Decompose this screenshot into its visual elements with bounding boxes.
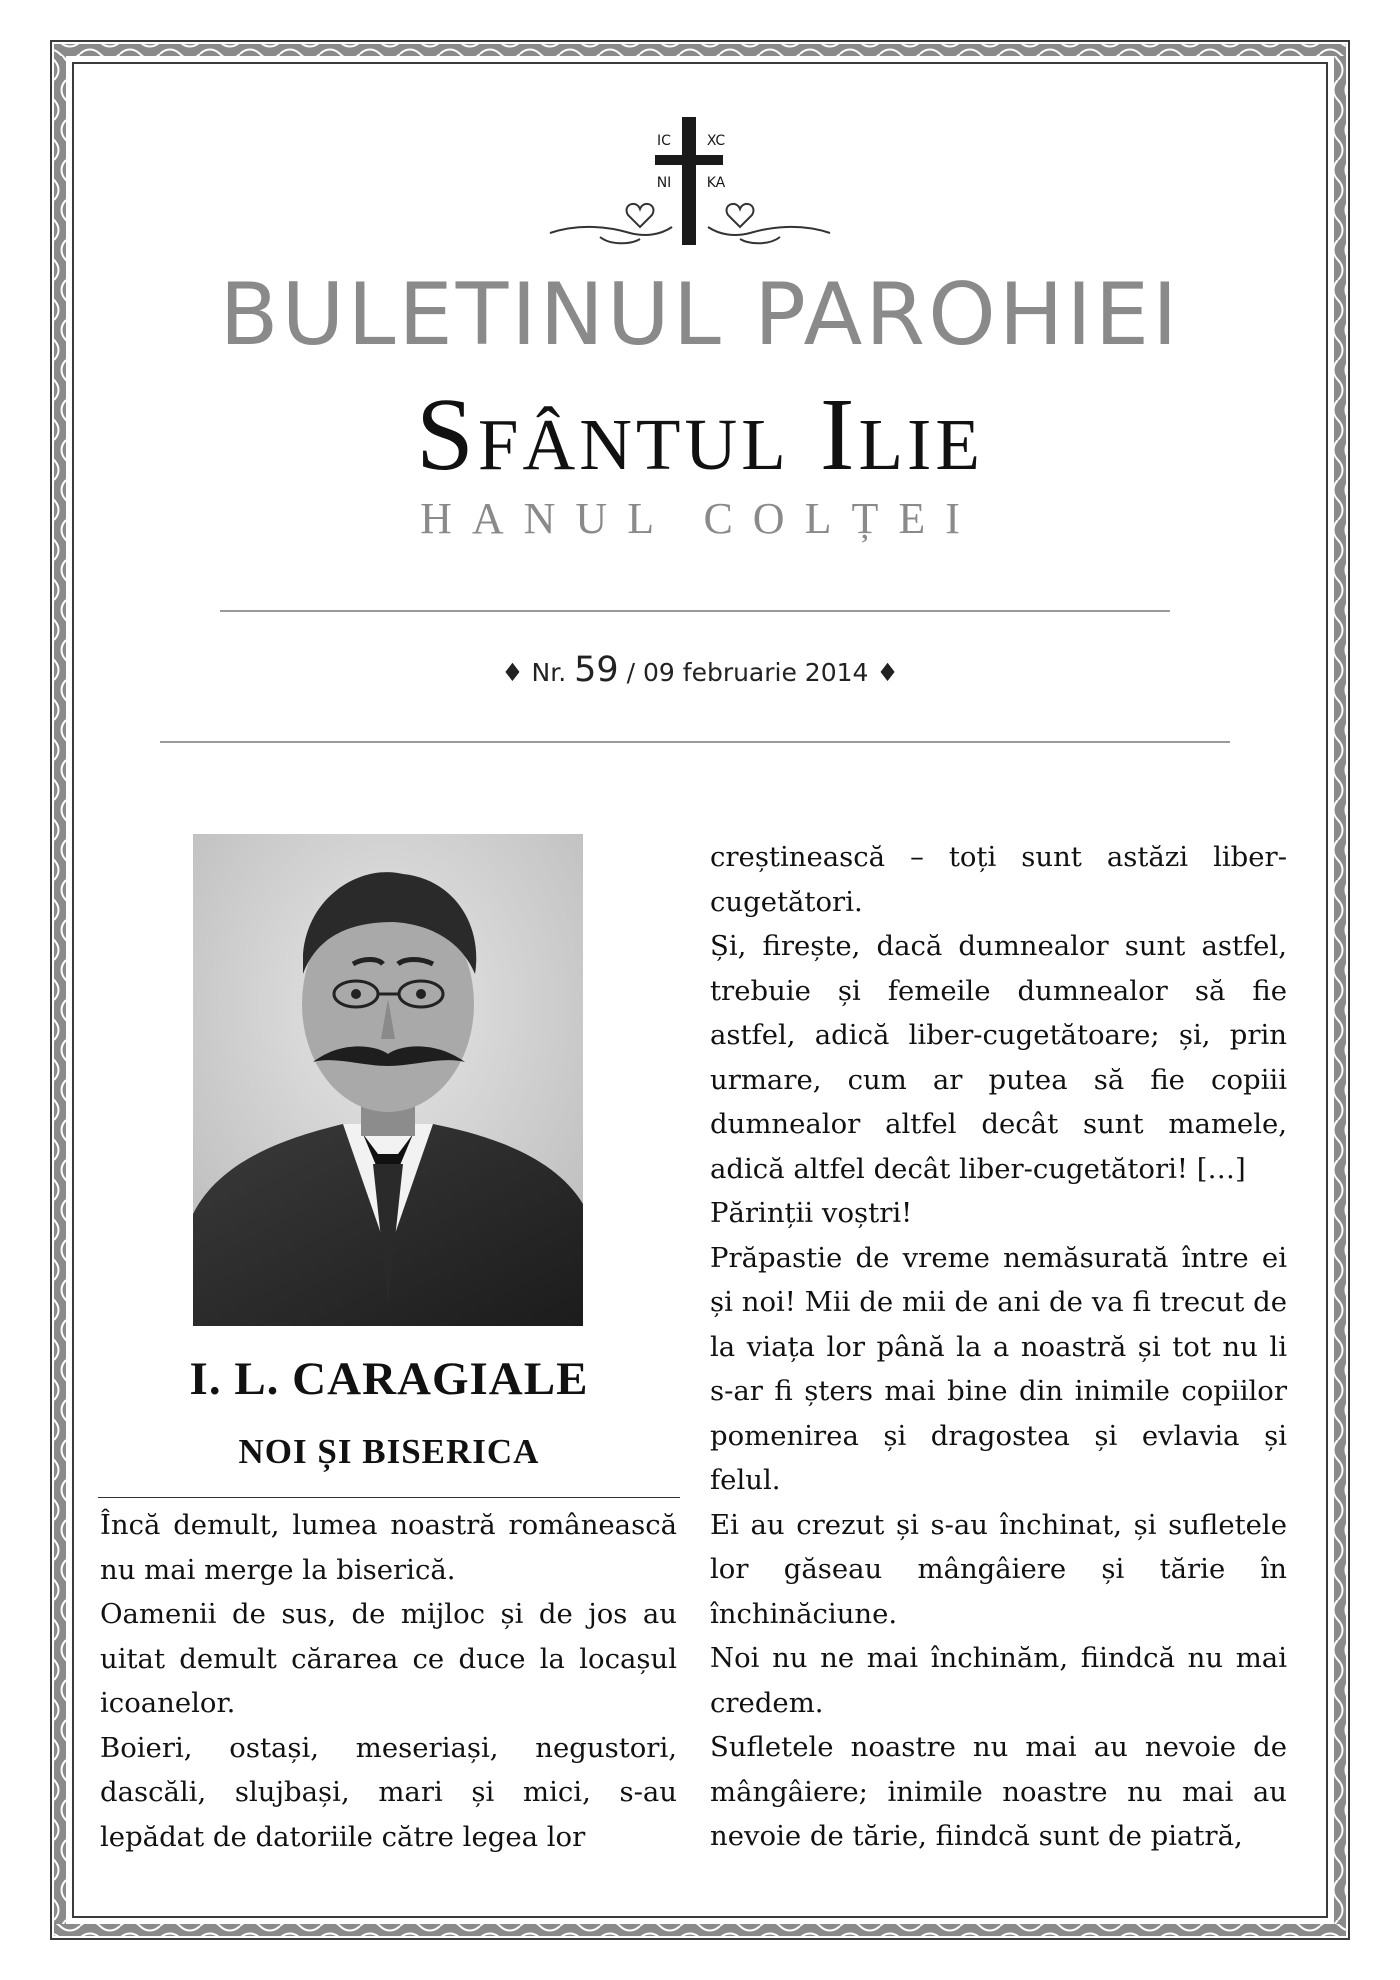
issue-prefix: ♦ Nr. <box>501 658 575 687</box>
flourish-left-icon <box>550 204 672 243</box>
header-divider-bottom <box>160 741 1230 743</box>
parish-location: HANUL COLȚEI <box>420 494 980 543</box>
paragraph: Și, firește, dacă dumnealor sunt astfel, trebuie și femeile dumnealor să fie astfel, adică liber-cugetătoare; și, prin urmare, cum ar putea să fie copiii dumnealor altfel decât sunt mamele, adică altfel decât liber-cugetători! […] <box>710 930 1287 1185</box>
cross-emblem <box>540 115 840 265</box>
bulletin-title: BULETINUL PAROHIEI <box>219 265 1181 365</box>
author-portrait <box>193 834 583 1326</box>
paragraph: Noi nu ne mai închinăm, fiindcă nu mai credem. <box>710 1642 1287 1719</box>
article-title: NOI ȘI BISERICA <box>238 1432 540 1471</box>
issue-number: 59 <box>574 650 619 690</box>
emblem-ni: NI <box>656 175 672 191</box>
emblem-ic: IC <box>657 133 671 149</box>
article-column-right <box>710 835 1287 1859</box>
paragraph: creștinească – toți sunt astăzi liber-cugetători. <box>710 841 1287 918</box>
article-author: I. L. CARAGIALE <box>189 1353 589 1405</box>
parish-name: Sfântul Ilie <box>416 377 984 492</box>
paragraph: Boieri, ostași, meseriași, negustori, dascăli, slujbași, mari și mici, s-au lepădat de datoriile către legea lor <box>100 1731 677 1853</box>
paragraph: Ei au crezut și s-au închinat, și sufletele lor găseau mângâiere și tărie în închinăciune. <box>710 1508 1287 1630</box>
article-divider <box>98 1497 680 1498</box>
paragraph: Oamenii de sus, de mijloc și de jos au uitat demult cărarea ce duce la locașul icoanelor. <box>100 1598 677 1719</box>
emblem-xc: XC <box>706 133 726 149</box>
issue-line <box>0 650 1400 693</box>
header-divider-top <box>220 610 1170 612</box>
paragraph: Sufletele noastre nu mai au nevoie de mângâiere; inimile noastre nu mai au nevoie de tărie, fiindcă sunt de piatră, <box>710 1731 1287 1852</box>
article-column-left <box>100 1503 677 1859</box>
paragraph: Părinții voștri! <box>710 1197 913 1229</box>
flourish-right-icon <box>708 204 830 243</box>
emblem-ka: KA <box>706 175 726 191</box>
issue-date: / 09 februarie 2014 ♦ <box>618 658 899 687</box>
paragraph: Încă demult, lumea noastră românească nu mai merge la biserică. <box>100 1509 677 1586</box>
paragraph: Prăpastie de vreme nemăsurată între ei și noi! Mii de mii de ani de va fi trecut de la viața lor până la a noastră și tot nu li s-ar fi șters mai bine din inimile copiilor pomenirea și dragostea și evlavia și felul. <box>710 1241 1287 1496</box>
